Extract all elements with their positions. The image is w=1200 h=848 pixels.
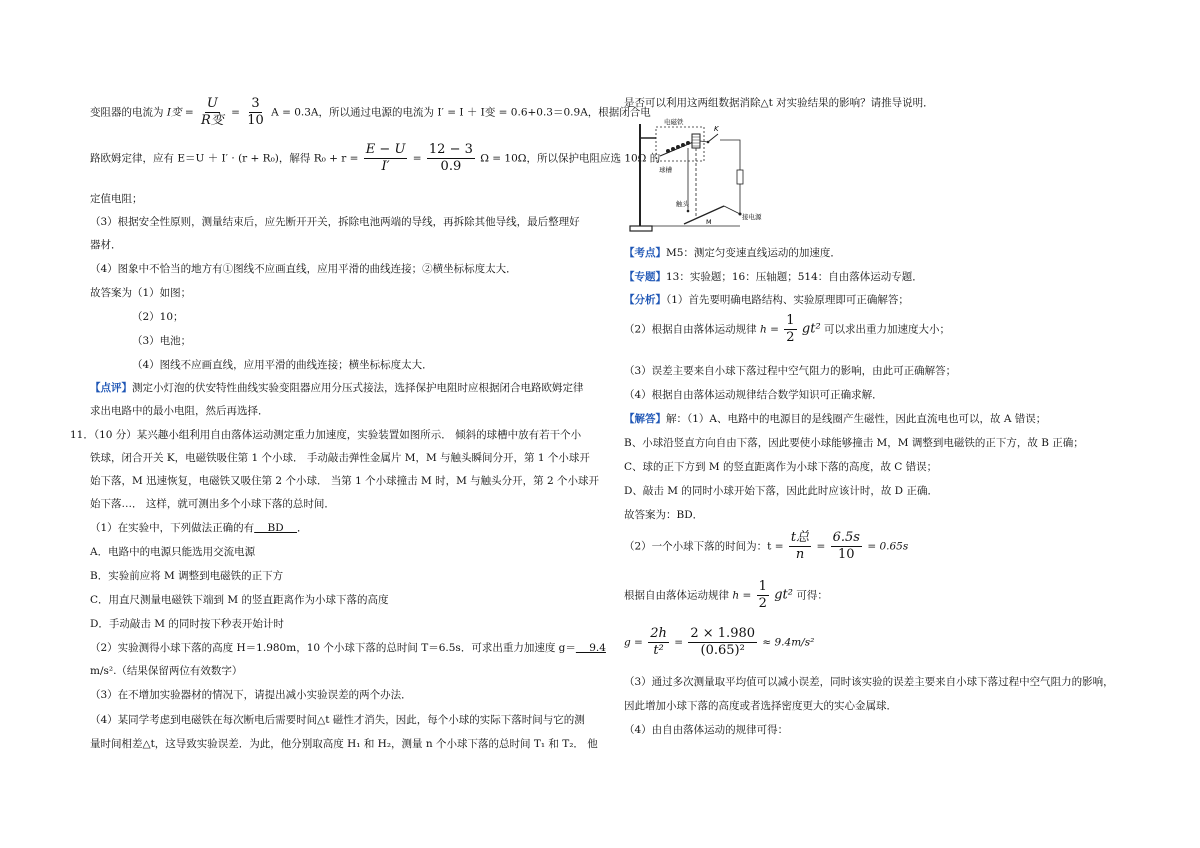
paragraph: 器材． (90, 239, 122, 251)
analysis-2 (624, 313, 950, 346)
ball (666, 149, 670, 153)
answer-blank: 9.4 (575, 642, 606, 654)
math-lhs: h = (732, 589, 752, 602)
frac-den: I′ (381, 159, 390, 174)
frac-num: 2 × 1.980 (690, 626, 756, 641)
answer-item: （4）图线不应画直线，应用平滑的曲线连接；横坐标标度太大． (132, 359, 433, 371)
paragraph: 因此增加小球下落的高度或者选择密度更大的实心金属球． (624, 700, 897, 712)
comment (90, 381, 584, 395)
frac-num: 2h (650, 626, 667, 641)
option-d: D．手动敲击 M 的同时按下秒表开始计时 (90, 618, 284, 630)
paragraph: （4）由自由落体运动的规律可得： (624, 724, 789, 736)
answer-summary: 故答案为（1）如图； (90, 287, 192, 299)
sub-question-1 (90, 521, 308, 535)
answer-item: （3）电池； (132, 335, 192, 347)
frac-den: 10 (838, 547, 855, 562)
equals: = (231, 106, 240, 119)
answer-blank: BD (254, 522, 298, 534)
text: M5：测定匀变速直线运动的加速度． (666, 247, 841, 259)
paragraph: （3）误差主要来自小球下落过程中空气阻力的影响，由此可正确解答； (624, 365, 957, 377)
text: （2）实验测得小球下落的高度 H＝1.980m，10 个小球下落的总时间 T＝6.5s．可求出重力加速度 g＝ (90, 642, 576, 654)
text: （1）首先要明确电路结构、实验原理即可正确解答； (666, 294, 909, 306)
paragraph: C、球的正下方到 M 的竖直距离作为小球下落的高度，故 C 错误； (624, 461, 938, 473)
math-lhs: I变 = (166, 106, 194, 119)
paragraph: （3）根据安全性原则，测量结束后，应先断开开关，拆除电池两端的导线，再拆除其他导线，最后整理好 (90, 216, 580, 228)
frac-num: 12 − 3 (428, 142, 473, 157)
fraction-e-minus-u (364, 142, 408, 175)
label-k: K (714, 125, 719, 133)
frac-num: 1 (758, 579, 767, 594)
frac-num: 6.5s (832, 530, 860, 545)
frac-num: t总 (790, 530, 810, 545)
frac-den: t² (653, 643, 664, 658)
paragraph: 铁球，闭合开关 K，电磁铁吸住第 1 个小球． 手动敲击弹性金属片 M，M 与触头瞬间分开，第 1 个小球开 (90, 452, 590, 464)
frac-num: E − U (365, 142, 406, 157)
text: A = 0.3A，所以通过电源的电流为 I′ = I ＋ I变 = 0.6+0.3＝0.9A，根据闭合电 (271, 106, 651, 119)
paragraph: （4）图象中不恰当的地方有①图线不应画直线，应用平滑的曲线连接；②横坐标标度太大． (90, 263, 517, 275)
paragraph: B、小球沿竖直方向自由下落，因此要使小球能够撞击 M，M 调整到电磁铁的正下方，故 B 正确； (624, 437, 1084, 449)
text: 可得： (796, 589, 828, 602)
option-c: C．用直尺测量电磁铁下端到 M 的竖直距离作为小球下落的高度 (90, 594, 389, 606)
math-lhs: h = (760, 323, 779, 336)
contact (687, 210, 690, 213)
equals: = (816, 540, 826, 553)
paragraph: 始下落…． 这样，就可测出多个小球下落的总时间． (90, 498, 335, 510)
math-term: gt² (801, 321, 821, 337)
frac-den: R变 (200, 113, 224, 128)
knowledge-point (624, 246, 841, 260)
paragraph: （3）通过多次测量取平均值可以减小误差，同时该实验的误差主要来自小球下落过程中空气阻力的影响， (624, 676, 1114, 688)
equation-line-2 (90, 142, 660, 175)
paragraph: 量时间相差△t，这导致实验误差．为此，他分别取高度 H₁ 和 H₂，测量 n 个小球下落的总时间 T₁ 和 T₂． 他 (90, 738, 598, 750)
frac-num: 3 (251, 96, 260, 111)
tag: 【考点】 (624, 247, 666, 259)
paragraph: 求出电路中的最小电阻，然后再选择． (90, 405, 269, 417)
text: 13：实验题；16：压轴题；514：自由落体运动专题． (666, 271, 923, 283)
text: （1）在实验中，下列做法正确的有 (90, 522, 255, 534)
text: 根据自由落体运动规律 (624, 589, 729, 602)
text: = 0.65s (867, 540, 909, 553)
paragraph: 故答案为：BD． (624, 509, 704, 521)
fraction-numeric (688, 626, 757, 659)
paragraph: （4）根据自由落体运动规律结合数学知识可正确求解． (624, 389, 883, 401)
option-b: B．实验前应将 M 调整到电磁铁的正下方 (90, 570, 284, 582)
equation-line-1 (90, 96, 651, 129)
text: （2）根据自由落体运动规律 (624, 323, 757, 336)
label-power: 接电源 (742, 213, 762, 221)
text: 测定小灯泡的伏安特性曲线实验变阻器应用分压式接法，选择保护电阻时应根据闭合电路欧姆定律 (132, 382, 584, 394)
text: （2）一个小球下落的时间为：t = (624, 540, 784, 553)
ball (671, 147, 675, 151)
text: ≈ 9.4m/s² (762, 636, 815, 649)
frac-den: (0.65)² (700, 643, 745, 658)
math-lhs: g = (624, 636, 643, 649)
answer-item: （2）10； (132, 311, 184, 323)
math-term: gt² (774, 587, 793, 603)
text: Ω = 10Ω，所以保护电阻应选 10Ω 的 (480, 152, 661, 165)
frac-num: U (206, 96, 218, 111)
frac-den: 2 (758, 596, 767, 611)
label-electromagnet: 电磁铁 (664, 118, 684, 126)
text: 变阻器的电流为 (90, 106, 164, 119)
fraction-12-minus-3 (427, 142, 475, 175)
ball (686, 141, 690, 145)
fraction-6-5-over-10 (831, 530, 862, 563)
label-contact: 触头 (676, 200, 689, 208)
text: ． (297, 522, 308, 534)
label-groove: 球槽 (659, 166, 672, 174)
analysis (624, 293, 909, 307)
paragraph: 始下落，M 迅速恢复，电磁铁又吸住第 2 个小球． 当第 1 个小球撞击 M 时，M 与触头分开，第 2 个小球开 (90, 475, 600, 487)
label-m: M (706, 218, 712, 226)
metal-strip-m (684, 206, 724, 224)
topic (624, 270, 923, 284)
fraction-2h-over-t2 (648, 626, 669, 659)
paragraph: D、敲击 M 的同时小球开始下落，因此此时应该计时，故 D 正确． (624, 485, 938, 497)
tag: 【解答】 (624, 413, 666, 425)
text: 可以求出重力加速度大小； (824, 323, 951, 336)
paragraph: m/s².（结果保留两位有效数字） (90, 665, 243, 677)
paragraph: 是否可以利用这两组数据消除△t 对实验结果的影响？请推导说明． (624, 97, 934, 109)
question-11: 11．（10 分）某兴趣小组利用自由落体运动测定重力加速度，实验装置如图所示． 倾斜的球槽中放有若干个小 (70, 429, 582, 441)
frac-den: 10 (247, 113, 264, 128)
stand-base (630, 226, 652, 231)
sub-question-2 (90, 641, 606, 655)
text: 路欧姆定律，应有 E＝U ＋ I′ · (r + R₀)，解得 R₀ + r = (90, 152, 359, 165)
apparatus-diagram (624, 114, 774, 238)
fraction-half (784, 313, 796, 346)
frac-den: 0.9 (440, 159, 462, 174)
comment-tag: 【点评】 (90, 382, 132, 394)
paragraph: 定值电阻； (90, 193, 143, 205)
resistor (737, 170, 743, 184)
switch-k (708, 134, 718, 142)
frac-den: n (795, 547, 805, 562)
tag: 【分析】 (624, 294, 666, 306)
text: 解：（1）A、电路中的电源目的是线圈产生磁性，因此直流电也可以，故 A 错误； (666, 413, 1047, 425)
sub-question-4: （4）某同学考虑到电磁铁在每次断电后需要时间△t 磁性才消失，因此，每个小球的实际下落时间与它的测 (90, 714, 585, 726)
fraction-half (757, 579, 769, 612)
wire (724, 206, 740, 214)
g-equation (624, 626, 814, 659)
wire (700, 141, 708, 142)
ball (681, 143, 685, 147)
sub-question-3: （3）在不增加实验器材的情况下，请提出减小实验误差的两个办法． (90, 689, 412, 701)
equals: = (674, 636, 684, 649)
option-a: A．电路中的电源只能选用交流电源 (90, 546, 256, 558)
ball (676, 145, 680, 149)
fraction-u-over-r (199, 96, 226, 129)
solution (624, 412, 1046, 426)
tag: 【专题】 (624, 271, 666, 283)
equals: = (412, 152, 422, 165)
time-equation (624, 530, 908, 563)
frac-num: 1 (786, 313, 795, 328)
fraction-t-total (789, 530, 811, 563)
frac-den: 2 (786, 330, 795, 345)
fraction-3-over-10 (245, 96, 266, 129)
law-equation (624, 579, 828, 612)
